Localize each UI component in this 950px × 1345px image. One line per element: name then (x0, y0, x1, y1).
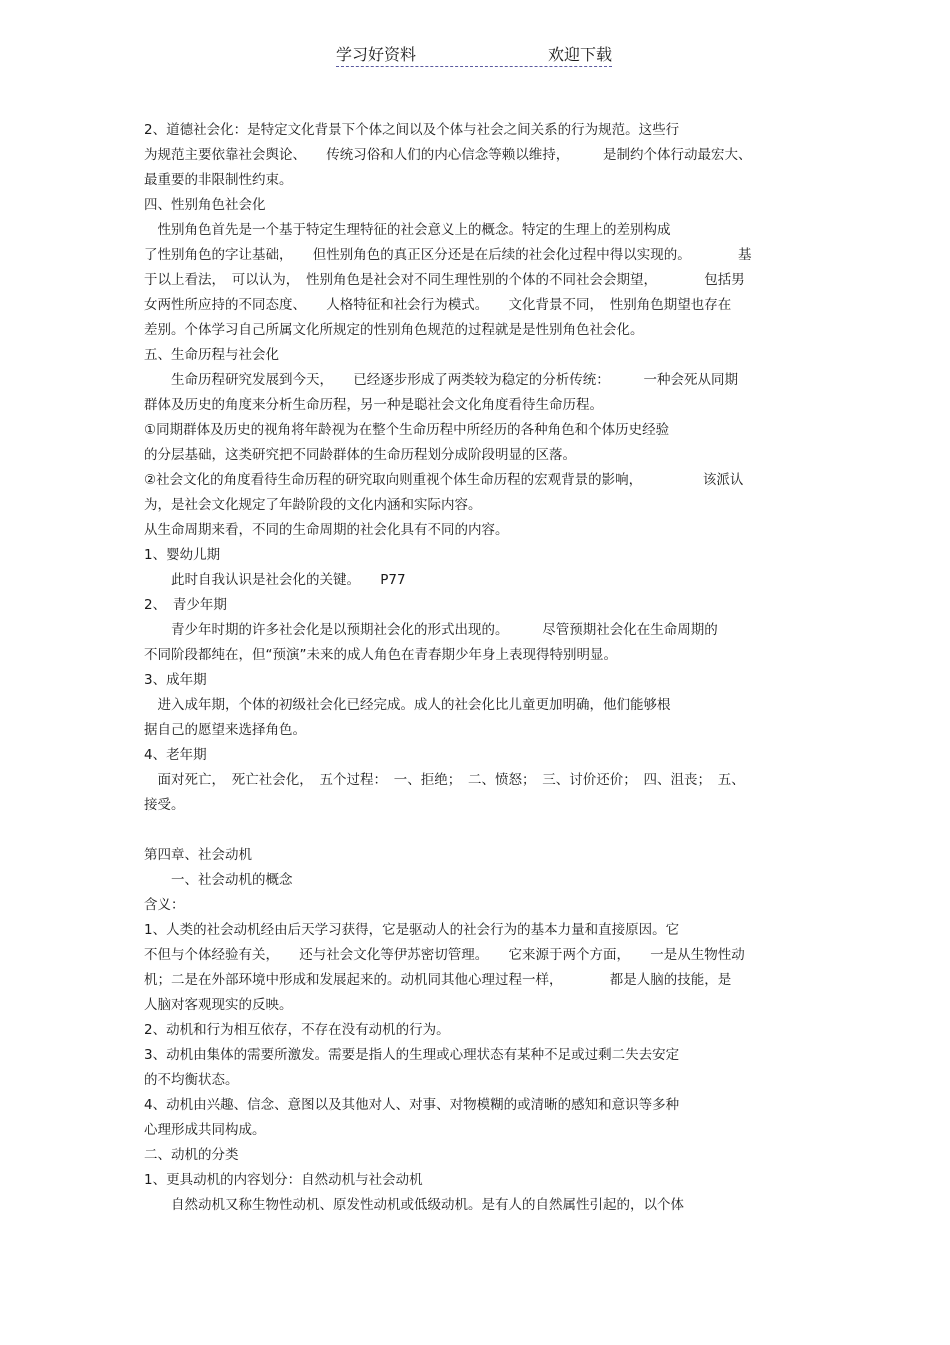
text-line: 机；二是在外部环境中形成和发展起来的。动机同其他心理过程一样， 都是人脑的技能，是 (144, 972, 732, 988)
text-line: 自然动机又称生物性动机、原发性动机或低级动机。是有人的自然属性引起的，以个体 (144, 1197, 684, 1213)
text-line: 不但与个体经验有关， 还与社会文化等伊苏密切管理。 它来源于两个方面， 一是从生物性动 (144, 947, 745, 963)
text-line: 一、社会动机的概念 (144, 872, 293, 888)
text-line: 青少年时期的许多社会化是以预期社会化的形式出现的。 尽管预期社会化在生命周期的 (144, 622, 718, 638)
text-line: 2、道德社会化：是特定文化背景下个体之间以及个体与社会之间关系的行为规范。这些行 (144, 122, 680, 138)
text-line: 差别。个体学习自己所属文化所规定的性别角色规范的过程就是是性别角色社会化。 (144, 322, 644, 338)
text-line: 五、生命历程与社会化 (144, 347, 279, 363)
text-line: 2、 青少年期 (144, 597, 227, 613)
text-line: 1、婴幼儿期 (144, 547, 221, 563)
text-line: 3、成年期 (144, 672, 207, 688)
text-line: 据自己的愿望来选择角色。 (144, 722, 306, 738)
text-line: 4、动机由兴趣、信念、意图以及其他对人、对事、对物模糊的或清晰的感知和意识等多种 (144, 1097, 680, 1113)
text-line: 进入成年期，个体的初级社会化已经完成。成人的社会化比儿童更加明确，他们能够根 (144, 697, 671, 713)
text-line: 女两性所应持的不同态度、 人格特征和社会行为模式。 文化背景不同， 性别角色期望也存在 (144, 297, 732, 313)
text-line: 为规范主要依靠社会舆论、 传统习俗和人们的内心信念等赖以维持， 是制约个体行动最宏大、 (144, 147, 752, 163)
text-line: 2、动机和行为相互依存，不存在没有动机的行为。 (144, 1022, 450, 1038)
page-header (336, 40, 612, 67)
text-line: 3、动机由集体的需要所激发。需要是指人的生理或心理状态有某种不足或过剩二失去安定 (144, 1047, 680, 1063)
text-line: 二、动机的分类 (144, 1147, 239, 1163)
text-line: 1、更具动机的内容划分：自然动机与社会动机 (144, 1172, 423, 1188)
text-line: 含义： (144, 897, 185, 913)
text-line: 群体及历史的角度来分析生命历程，另一种是聪社会文化角度看待生命历程。 (144, 397, 603, 413)
text-line: 于以上看法， 可以认为， 性别角色是社会对不同生理性别的个体的不同社会会期望， 包括男 (144, 272, 745, 288)
text-line: 四、性别角色社会化 (144, 197, 266, 213)
text-line: 的不均衡状态。 (144, 1072, 239, 1088)
text-line: 从生命周期来看，不同的生命周期的社会化具有不同的内容。 (144, 522, 509, 538)
text-line: 面对死亡， 死亡社会化， 五个过程： 一、拒绝； 二、愤怒； 三、讨价还价； 四、沮丧； 五、 (144, 772, 745, 788)
text-line: 性别角色首先是一个基于特定生理特征的社会意义上的概念。特定的生理上的差别构成 (144, 222, 671, 238)
header-right-text: 欢迎下载 (547, 45, 612, 64)
document-body (144, 118, 814, 1218)
text-line: 4、老年期 (144, 747, 207, 763)
text-line: 为，是社会文化规定了年龄阶段的文化内涵和实际内容。 (144, 497, 482, 513)
header-left-text: 学习好资料 (336, 45, 417, 64)
text-line: 生命历程研究发展到今天， 已经逐步形成了两类较为稳定的分析传统： 一种会死从同期 (144, 372, 738, 388)
text-line: ①同期群体及历史的视角将年龄视为在整个生命历程中所经历的各种角色和个体历史经验 (144, 422, 670, 438)
text-line: 最重要的非限制性约束。 (144, 172, 293, 188)
text-line: 了性别角色的字让基础， 但性别角色的真正区分还是在后续的社会化过程中得以实现的。 基 (144, 247, 752, 263)
text-line: ②社会文化的角度看待生命历程的研究取向则重视个体生命历程的宏观背景的影响， 该派认 (144, 472, 744, 488)
text-line: 心理形成共同构成。 (144, 1122, 266, 1138)
blank-line (144, 818, 814, 843)
text-line: 的分层基础，这类研究把不同龄群体的生命历程划分成阶段明显的区落。 (144, 447, 576, 463)
text-line: 1、人类的社会动机经由后天学习获得，它是驱动人的社会行为的基本力量和直接原因。它 (144, 922, 680, 938)
text-line: 此时自我认识是社会化的关键。 P77 (144, 572, 406, 588)
text-line: 不同阶段都纯在，但“预演”未来的成人角色在青春期少年身上表现得特别明显。 (144, 647, 617, 663)
text-line: 接受。 (144, 797, 185, 813)
text-line: 人脑对客观现实的反映。 (144, 997, 293, 1013)
text-line: 第四章、社会动机 (144, 847, 252, 863)
